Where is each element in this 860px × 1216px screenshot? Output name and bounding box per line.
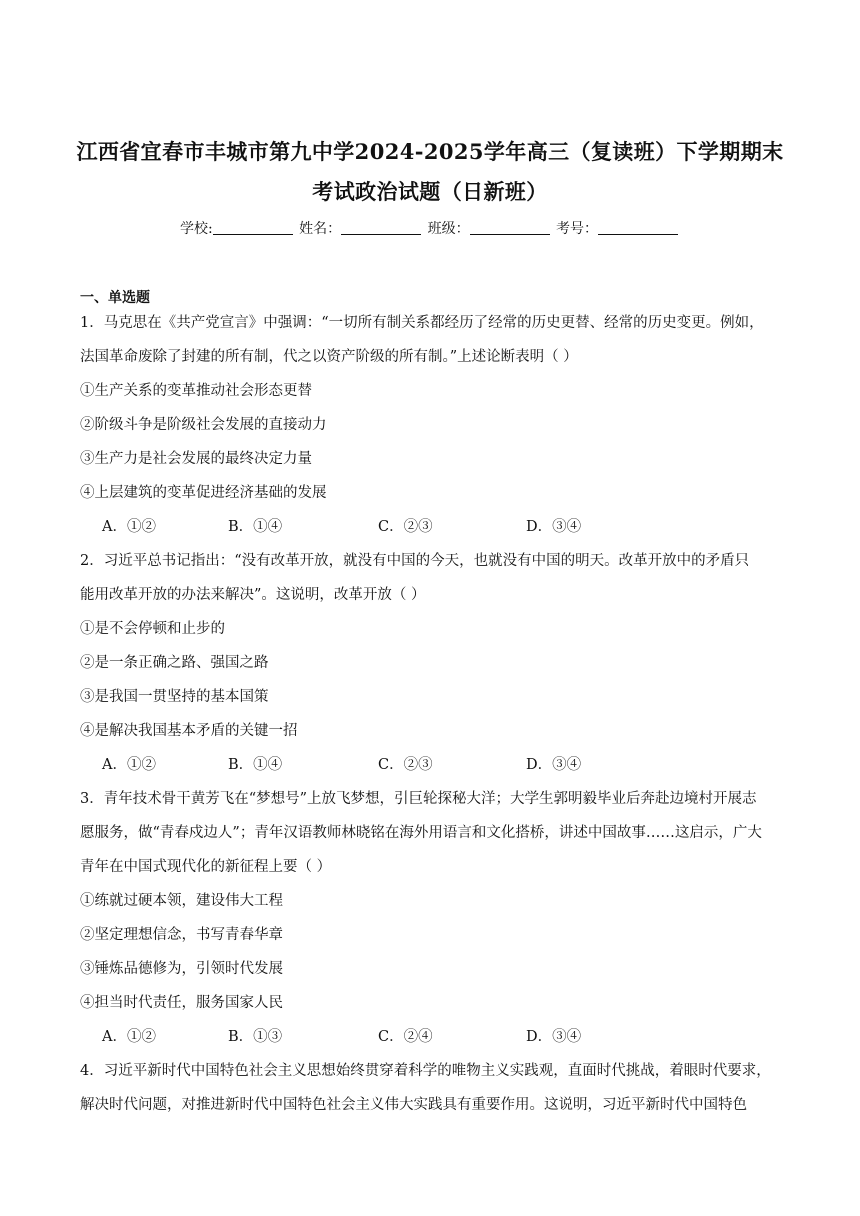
question-1-line-1: 1．马克思在《共产党宣言》中强调：“一切所有制关系都经历了经常的历史更替、经常的历史变更。例如， — [80, 315, 764, 331]
question-4-line-1: 4．习近平新时代中国特色社会主义思想始终贯穿着科学的唯物主义实践观，直面时代挑战，着眼时代要求， — [80, 1063, 771, 1079]
question-1-statement-3: ③生产力是社会发展的最终决定力量 — [80, 451, 312, 467]
question-1-choice-d: D．③④ — [526, 519, 582, 535]
question-1-choice-c: C．②③ — [378, 519, 433, 535]
exam-number-label: 考号： — [556, 221, 599, 237]
question-1-statement-2: ②阶级斗争是阶级社会发展的直接动力 — [80, 417, 327, 433]
question-2-choice-c: C．②③ — [378, 757, 433, 773]
question-3-choice-c: C．②④ — [378, 1029, 433, 1045]
question-1-choice-b: B．①④ — [228, 519, 283, 535]
question-2-choice-d: D．③④ — [526, 757, 582, 773]
name-label: 姓名： — [299, 221, 342, 237]
question-3-line-1: 3．青年技术骨干黄芳飞在“梦想号”上放飞梦想，引巨轮探秘大洋；大学生郭明毅毕业后奔赴边境村开展志 — [80, 791, 757, 807]
question-3-statement-1: ①练就过硬本领，建设伟大工程 — [80, 893, 283, 909]
class-label: 班级： — [427, 221, 470, 237]
question-3-statement-4: ④担当时代责任，服务国家人民 — [80, 995, 283, 1011]
school-label: 学校: — [179, 221, 213, 237]
question-3-line-3: 青年在中国式现代化的新征程上要（ ） — [80, 859, 332, 875]
question-2-statement-3: ③是我国一贯坚持的基本国策 — [80, 689, 269, 705]
exam-number-blank — [598, 220, 678, 235]
class-blank — [470, 220, 550, 235]
question-3-statement-3: ③锤炼品德修为，引领时代发展 — [80, 961, 283, 977]
student-info-line — [0, 218, 860, 238]
question-2-line-2: 能用改革开放的办法来解决”。这说明，改革开放（ ） — [80, 587, 426, 603]
question-2-statement-1: ①是不会停顿和止步的 — [80, 621, 225, 637]
question-4-line-2: 解决时代问题，对推进新时代中国特色社会主义伟大实践具有重要作用。这说明，习近平新时代中国特色 — [80, 1097, 747, 1113]
exam-title-line-2: 考试政治试题（日新班） — [312, 179, 548, 204]
question-1-statement-1: ①生产关系的变革推动社会形态更替 — [80, 383, 312, 399]
question-2-choice-b: B．①④ — [228, 757, 283, 773]
question-3-choice-a: A．①② — [102, 1029, 156, 1045]
name-blank — [341, 220, 421, 235]
question-1-statement-4: ④上层建筑的变革促进经济基础的发展 — [80, 485, 327, 501]
question-2-statement-4: ④是解决我国基本矛盾的关键一招 — [80, 723, 298, 739]
question-2-statement-2: ②是一条正确之路、强国之路 — [80, 655, 269, 671]
section-title: 一、单选题 — [80, 290, 150, 306]
question-3-choice-b: B．①③ — [228, 1029, 283, 1045]
question-1-choice-a: A．①② — [102, 519, 156, 535]
question-1-line-2: 法国革命废除了封建的所有制，代之以资产阶级的所有制。”上述论断表明（ ） — [80, 349, 578, 365]
question-3-line-2: 愿服务，做“青春戍边人”；青年汉语教师林晓铭在海外用语言和文化搭桥，讲述中国故事……这启示，广大 — [80, 825, 762, 841]
question-2-line-1: 2．习近平总书记指出：“没有改革开放，就没有中国的今天，也就没有中国的明天。改革开放中的矛盾只 — [80, 553, 750, 569]
school-blank — [213, 220, 293, 235]
question-3-choice-d: D．③④ — [526, 1029, 582, 1045]
exam-title-line-1: 江西省宜春市丰城市第九中学2024-2025学年高三（复读班）下学期期末 — [76, 139, 784, 164]
question-3-statement-2: ②坚定理想信念，书写青春华章 — [80, 927, 283, 943]
question-2-choice-a: A．①② — [102, 757, 156, 773]
